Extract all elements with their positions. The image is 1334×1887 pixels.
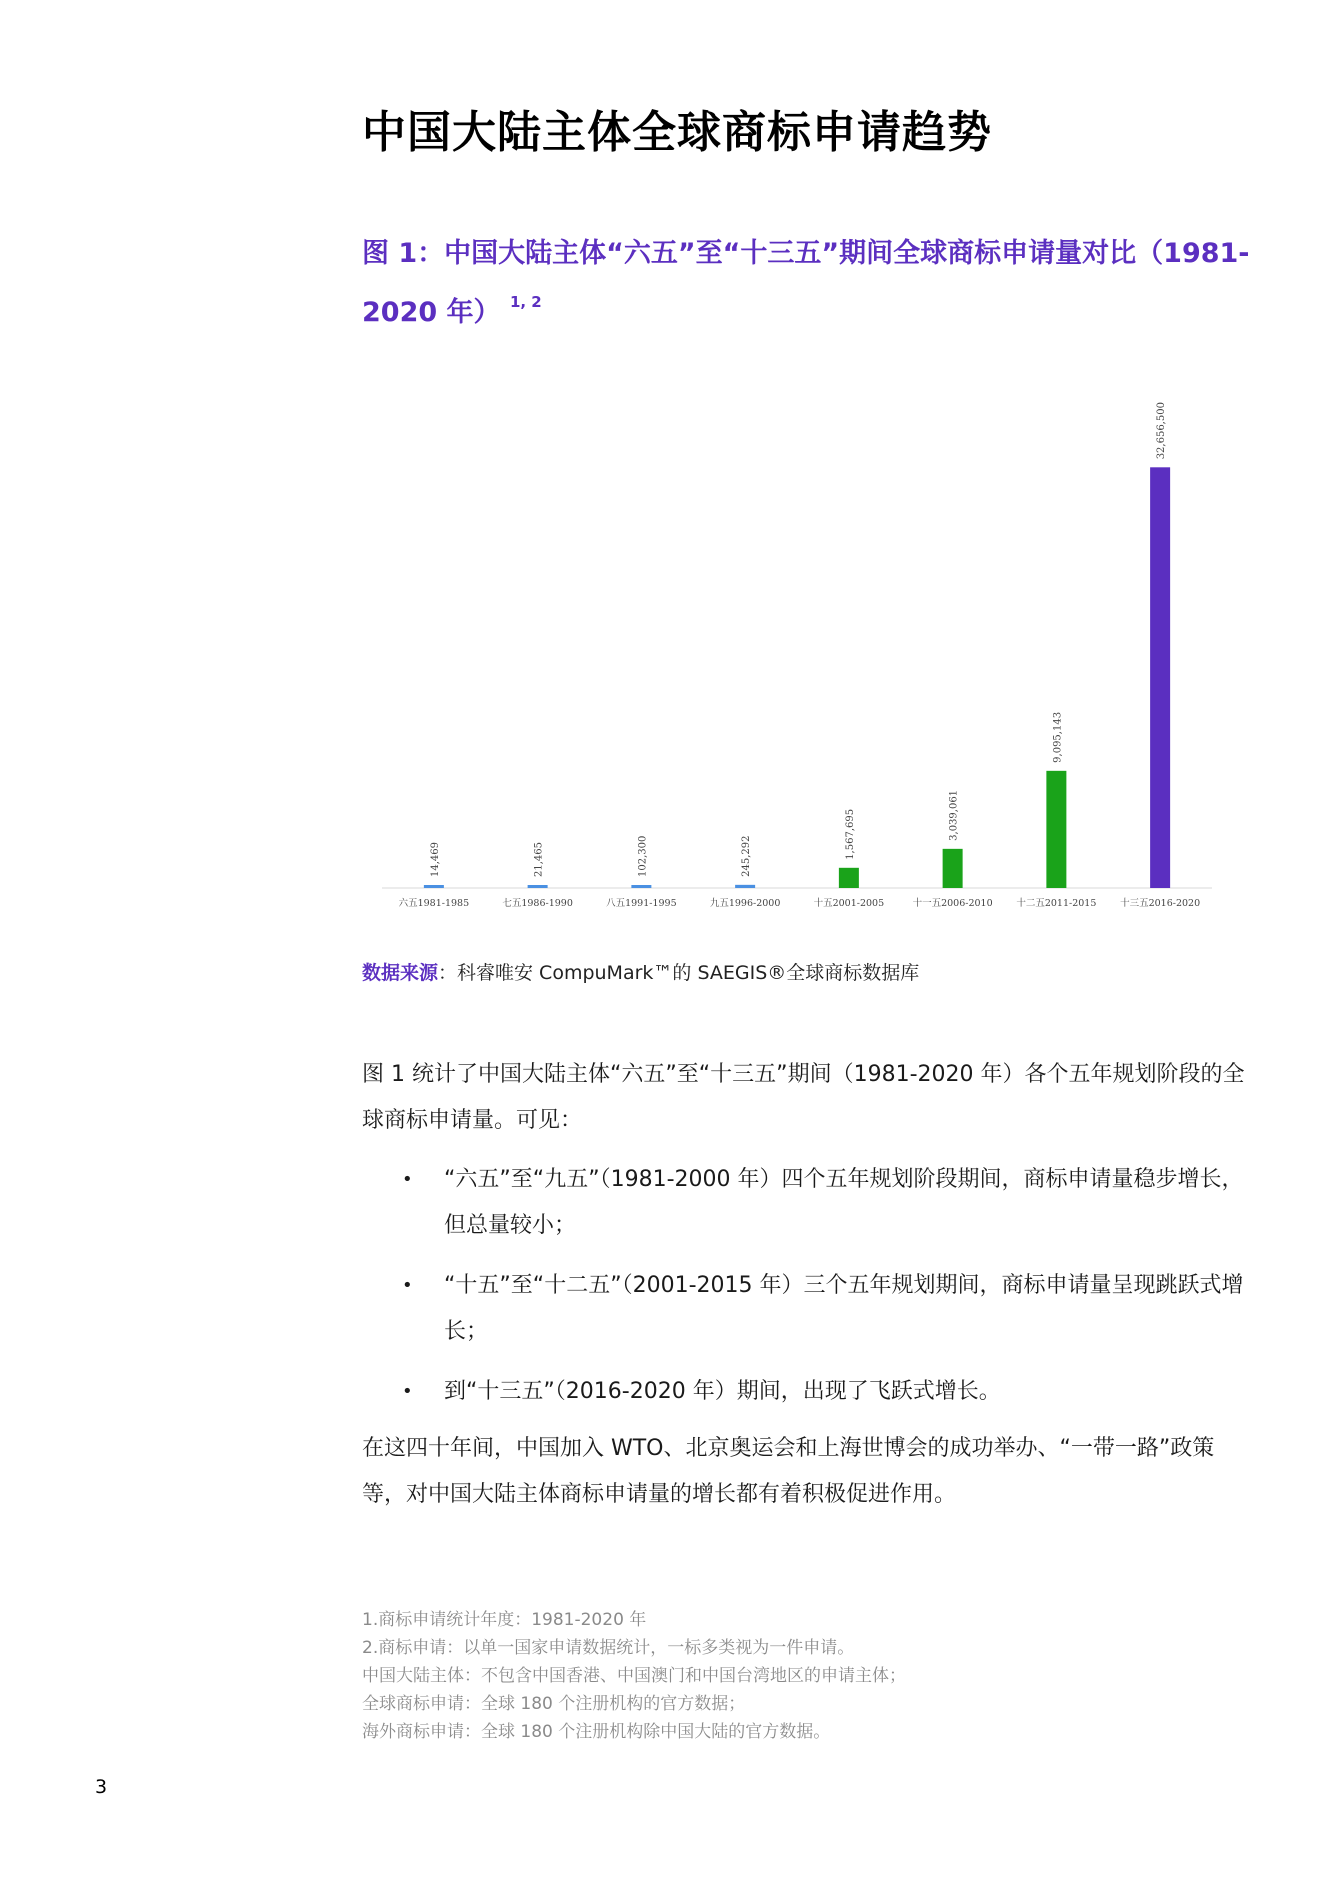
bullet-list [362, 1157, 1257, 1429]
bar [1150, 467, 1170, 888]
bar-value-label: 245,292 [741, 835, 753, 877]
footnote: 中国大陆主体：不包含中国香港、中国澳门和中国台湾地区的申请主体； [362, 1666, 906, 1686]
footnote: 2.商标申请：以单一国家申请数据统计，一标多类视为一件申请。 [362, 1638, 855, 1658]
figure-caption [362, 228, 1262, 339]
bar-value-label: 102,300 [637, 835, 649, 877]
page-number: 3 [95, 1776, 108, 1798]
data-source-label: 数据来源 [362, 962, 439, 984]
page-title: 中国大陆主体全球商标申请趋势 [362, 107, 992, 158]
bar [839, 868, 859, 888]
bar [424, 885, 444, 888]
list-item-text: 到“十三五”（2016-2020 年）期间，出现了飞跃式增长。 [444, 1379, 1001, 1404]
x-tick-label: 十三五2016-2020 [1120, 898, 1201, 909]
footnotes [362, 1606, 1262, 1746]
figure-caption-text: 图 1：中国大陆主体“六五”至“十三五”期间全球商标申请量对比（1981-2020 年） [362, 238, 1250, 328]
footnote: 1.商标申请统计年度：1981-2020 年 [362, 1610, 647, 1630]
bullet-icon: • [402, 1275, 413, 1296]
footnote: 海外商标申请：全球 180 个注册机构除中国大陆的官方数据。 [362, 1722, 831, 1742]
bar-value-label: 32,656,500 [1156, 402, 1168, 460]
footnote-reference: 1, 2 [509, 293, 542, 311]
trademark-bar-chart [362, 390, 1232, 925]
bullet-icon: • [402, 1169, 413, 1190]
list-item-text: “六五”至“九五”（1981-2000 年）四个五年规划阶段期间，商标申请量稳步增长，但总量较小； [444, 1167, 1244, 1238]
list-item [362, 1263, 1257, 1355]
bar [735, 885, 755, 888]
footnote: 全球商标申请：全球 180 个注册机构的官方数据； [362, 1694, 746, 1714]
data-source [362, 958, 919, 985]
bar-value-label: 14,469 [429, 842, 441, 877]
bar-value-label: 21,465 [533, 842, 545, 877]
bar [1046, 771, 1066, 888]
x-tick-label: 九五1996-2000 [709, 898, 781, 909]
x-tick-label: 八五1991-1995 [606, 898, 677, 909]
bar [631, 885, 651, 888]
x-tick-label: 七五1986-1990 [502, 898, 573, 909]
list-item [362, 1157, 1257, 1249]
bar-value-label: 9,095,143 [1052, 711, 1064, 763]
x-tick-label: 十二五2011-2015 [1016, 898, 1097, 909]
paragraph-summary: 在这四十年间，中国加入 WTO、北京奥运会和上海世博会的成功举办、“一带一路”政策等，对中国大陆主体商标申请量的增长都有着积极促进作用。 [362, 1436, 1215, 1507]
x-tick-label: 六五1981-1985 [398, 898, 470, 909]
paragraph-intro: 图 1 统计了中国大陆主体“六五”至“十三五”期间（1981-2020 年）各个五年规划阶段的全球商标申请量。可见： [362, 1062, 1245, 1133]
x-tick-label: 十五2001-2005 [813, 898, 885, 909]
bar [528, 885, 548, 888]
list-item [362, 1369, 1257, 1415]
list-item-text: “十五”至“十二五”（2001-2015 年）三个五年规划期间，商标申请量呈现跳跃式增长； [444, 1273, 1244, 1344]
data-source-text: ：科睿唯安 CompuMark™的 SAEGIS®全球商标数据库 [438, 962, 920, 984]
bullet-icon: • [402, 1381, 413, 1402]
bar-value-label: 3,039,061 [948, 789, 960, 841]
bar [943, 849, 963, 888]
bar-value-label: 1,567,695 [844, 808, 856, 860]
x-tick-label: 十一五2006-2010 [912, 898, 993, 909]
